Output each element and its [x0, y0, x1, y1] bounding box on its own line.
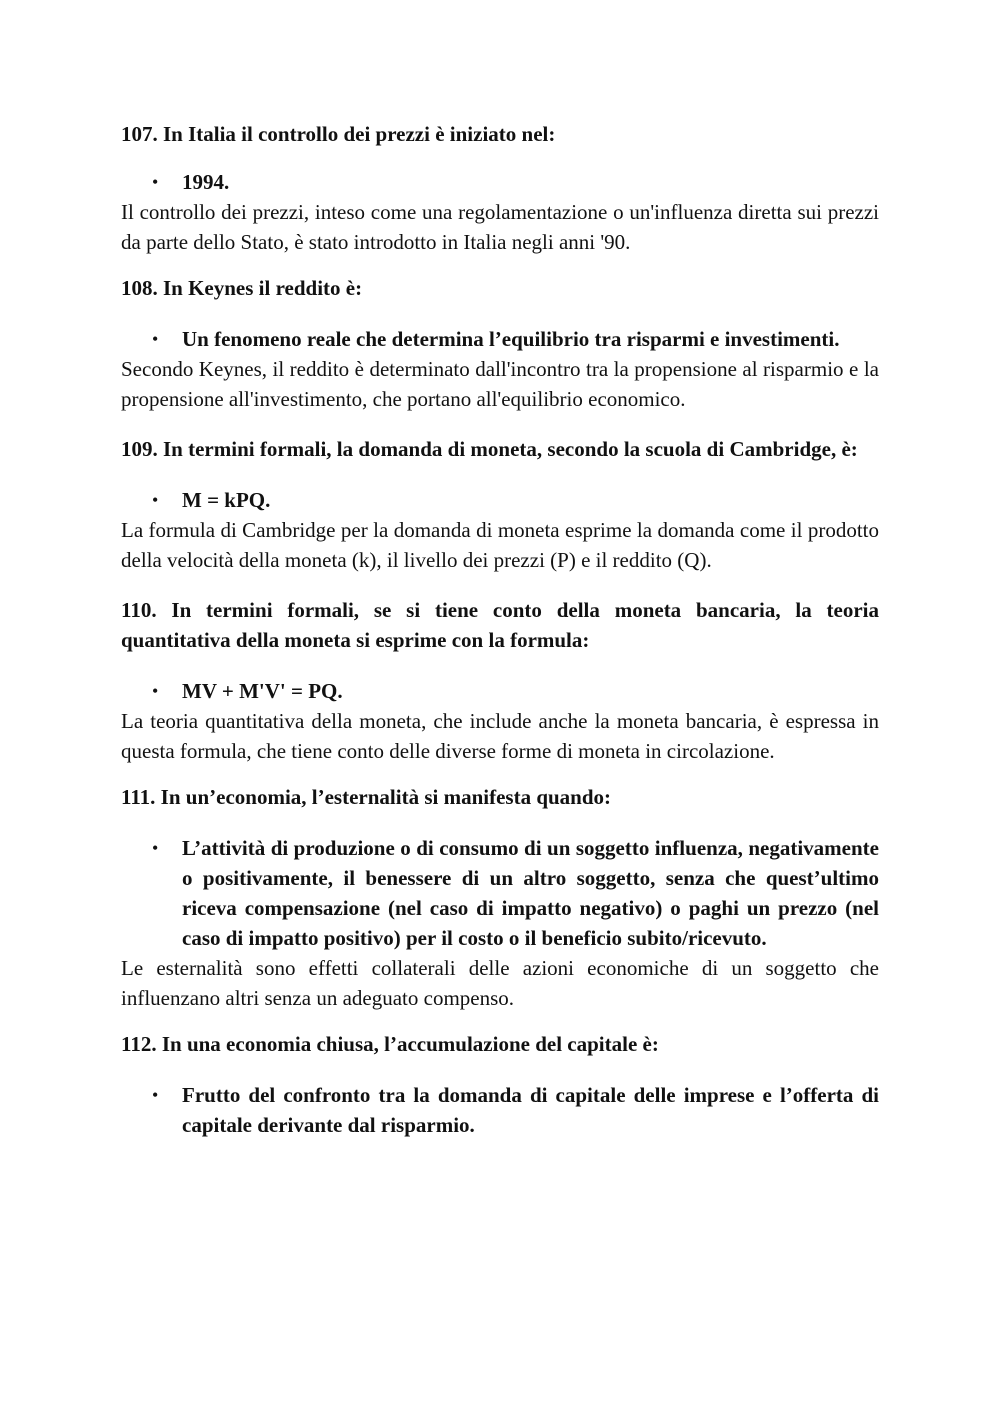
bullet-icon: •: [152, 1085, 159, 1105]
question-block-110: [121, 595, 879, 766]
question-112: 112. In una economia chiusa, l’accumulazione del capitale è:: [121, 1032, 659, 1056]
bullet-icon: •: [152, 490, 159, 510]
answer-text-111: L’attività di produzione o di consumo di un soggetto influenza, negativamente o positivamente, il benessere di un altro soggetto, senza che quest’ultimo riceva compensazione (nel caso di impatto negativo) o paghi un prezzo (nel caso di impatto positivo) per il costo o il beneficio subito/ricevuto.: [182, 836, 879, 950]
answer-text-109: M = kPQ.: [182, 488, 271, 512]
explanation-111: Le esternalità sono effetti collaterali delle azioni economiche di un soggetto che influenzano altri senza un adeguato compenso.: [121, 956, 879, 1010]
explanation-109: La formula di Cambridge per la domanda di moneta esprime la domanda come il prodotto della velocità della moneta (k), il livello dei prezzi (P) e il reddito (Q).: [121, 518, 879, 572]
question-block-112: [121, 1029, 879, 1140]
answer-text-108: Un fenomeno reale che determina l’equilibrio tra risparmi e investimenti.: [182, 327, 840, 351]
answer-list-107: [121, 167, 879, 197]
explanation-107: Il controllo dei prezzi, inteso come una regolamentazione o un'influenza diretta sui prezzi da parte dello Stato, è stato introdotto in Italia negli anni '90.: [121, 200, 879, 254]
answer-list-112: [121, 1080, 879, 1140]
answer-list-110: [121, 676, 879, 706]
question-110: 110. In termini formali, se si tiene conto della moneta bancaria, la teoria quantitativa della moneta si esprime con la formula:: [121, 598, 879, 652]
explanation-110: La teoria quantitativa della moneta, che include anche la moneta bancaria, è espressa in questa formula, che tiene conto delle diverse forme di moneta in circolazione.: [121, 709, 879, 763]
question-block-108: [121, 273, 879, 414]
answer-text-107: 1994.: [182, 170, 230, 194]
document-page: [121, 119, 879, 1140]
bullet-icon: •: [152, 838, 159, 858]
bullet-icon: •: [152, 172, 159, 192]
answer-text-110: MV + M'V' = PQ.: [182, 679, 343, 703]
question-block-109: [121, 434, 879, 575]
answer-list-109: [121, 485, 879, 515]
answer-111: [121, 833, 879, 953]
question-109: 109. In termini formali, la domanda di moneta, secondo la scuola di Cambridge, è:: [121, 437, 858, 461]
question-108: 108. In Keynes il reddito è:: [121, 276, 363, 300]
question-block-111: [121, 782, 879, 1013]
answer-108: [121, 324, 879, 354]
question-107: 107. In Italia il controllo dei prezzi è iniziato nel:: [121, 122, 556, 146]
answer-112: [121, 1080, 879, 1140]
bullet-icon: •: [152, 681, 159, 701]
bullet-icon: •: [152, 329, 159, 349]
question-111: 111. In un’economia, l’esternalità si manifesta quando:: [121, 785, 612, 809]
answer-list-108: [121, 324, 879, 354]
question-block-107: [121, 119, 879, 257]
answer-list-111: [121, 833, 879, 953]
answer-107: [121, 167, 879, 197]
explanation-108: Secondo Keynes, il reddito è determinato dall'incontro tra la propensione al risparmio e la propensione all'investimento, che portano all'equilibrio economico.: [121, 357, 879, 411]
answer-text-112: Frutto del confronto tra la domanda di capitale delle imprese e l’offerta di capitale derivante dal risparmio.: [182, 1083, 879, 1137]
answer-109: [121, 485, 879, 515]
answer-110: [121, 676, 879, 706]
